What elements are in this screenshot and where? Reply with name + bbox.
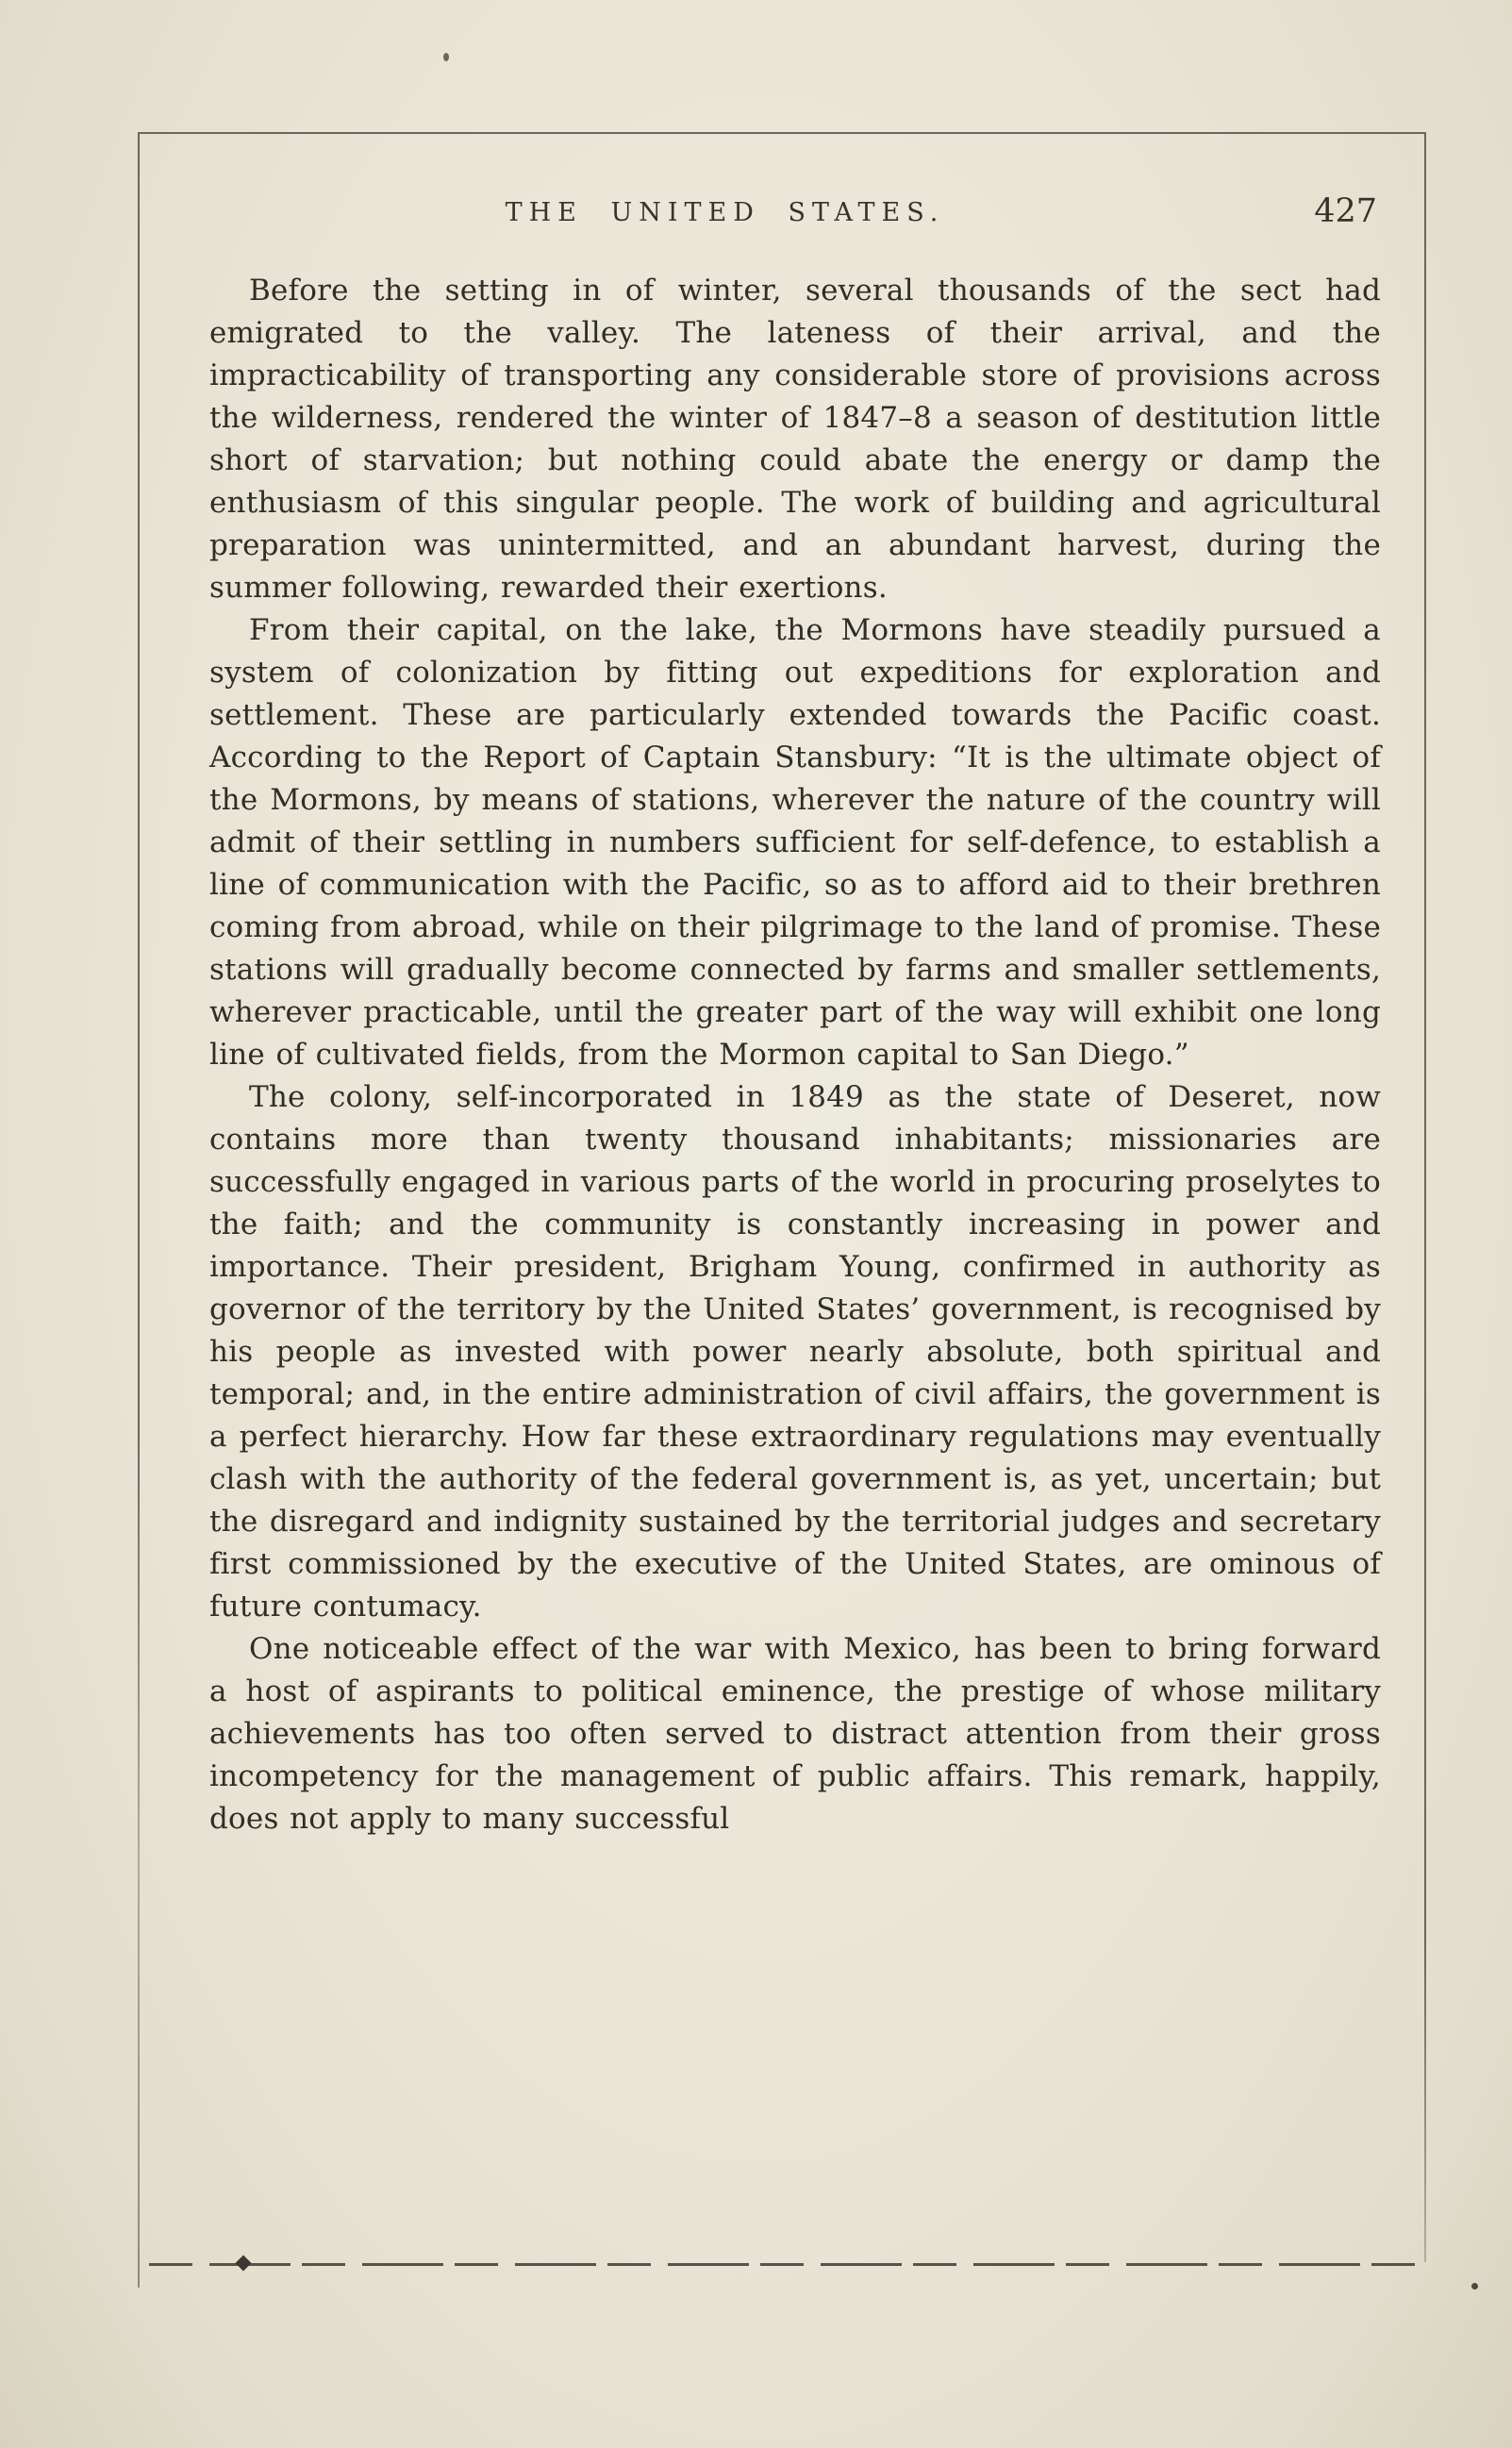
running-title: THE UNITED STATES. [505,198,945,227]
page-header [209,192,1381,240]
scan-speck-bottom [1471,2283,1478,2290]
paragraph-2: From their capital, on the lake, the Mormons have steadily pursued a system of colonization by fitting out expeditions for exploration and settlement. These are particularly extended towards the Pacific coast. According to the Report of Captain Stansbury: “It is the ultimate object of the Mormons, by means of stations, wherever the nature of the country will admit of their settling in numbers sufficient for self-defence, to establish a line of communication with the Pacific, so as to afford aid to their brethren coming from abroad, while on their pilgrimage to the land of promise. These stations will gradually become connected by farms and smaller settlements, wherever practicable, until the greater part of the way will exhibit one long line of cultivated fields, from the Mormon capital to San Diego.” [209,613,1381,1072]
paragraph-1: Before the setting in of winter, several thousands of the sect had emigrated to the valley. The lateness of their arrival, and the impracticability of transporting any considerable store of provisions across the wilderness, rendered the winter of 1847–8 a season of destitution little short of starvation; but nothing could abate the energy or damp the enthusiasm of this singular people. The work of building and agricultural preparation was unintermitted, and an abundant harvest, during the summer following, rewarded their exertions. [209,274,1381,605]
frame-rule-bottom-dashed [149,2263,1424,2266]
scan-speck-top [443,53,449,61]
paragraph-3: The colony, self-incorporated in 1849 as the state of Deseret, now contains more than twenty thousand inhabitants; missionaries are successfully engaged in various parts of the world in procuring proselytes to the faith; and the community is constantly increasing in power and importance. Their president, Brigham Young, confirmed in authority as governor of the territory by the United States’ government, is recognised by his people as invested with power nearly absolute, both spiritual and temporal; and, in the entire administration of civil affairs, the government is a perfect hierarchy. How far these extraordinary regulations may eventually clash with the authority of the federal government is, as yet, uncertain; but the disregard and indignity sustained by the territorial judges and secretary first commissioned by the executive of the United States, are ominous of future contumacy. [209,1080,1381,1624]
frame-rule-left [138,132,140,2288]
page-number: 427 [1314,192,1377,230]
page-body [209,270,1381,1840]
paragraph-4: One noticeable effect of the war with Mexico, has been to bring forward a host of aspirants to political eminence, the prestige of whose military achievements has too often served to distract attention from their gross incompetency for the management of public affairs. This remark, happily, does not apply to many successful [209,1632,1381,1836]
frame-rule-top [138,132,1426,134]
dashed-line-diamond-mark [236,2256,252,2272]
frame-rule-right [1424,132,1426,2262]
